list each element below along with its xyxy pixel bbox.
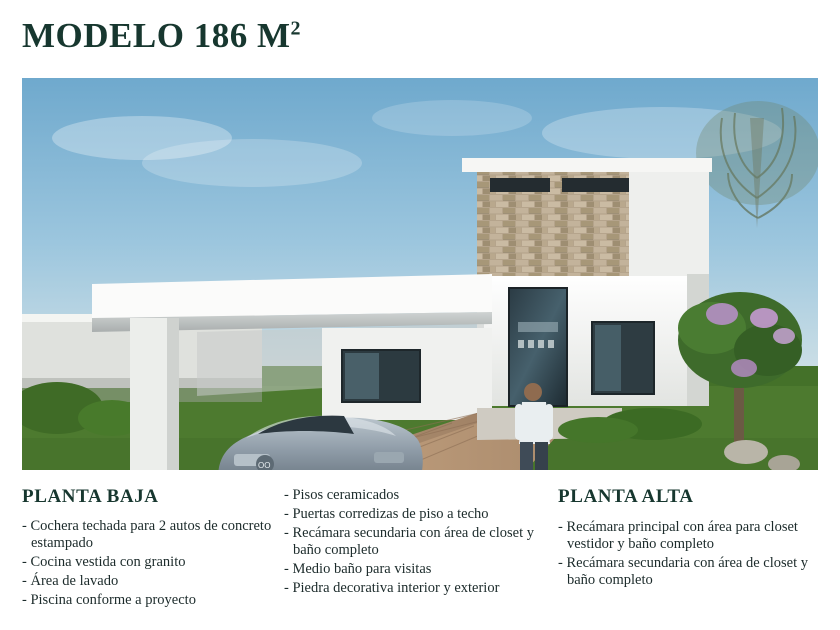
tree-blossom [773, 328, 795, 344]
list-item: - Medio baño para visitas [284, 561, 554, 578]
planta-baja-heading: PLANTA BAJA [22, 486, 159, 507]
planta-baja-list [22, 518, 272, 609]
svg-text:OO: OO [258, 461, 271, 470]
tree-blossom [731, 359, 757, 377]
list-item: - Recámara principal con área para closet vestidor y baño completo [558, 519, 822, 553]
hero-image [22, 78, 818, 470]
features-section [22, 486, 822, 616]
person-pants [520, 442, 533, 470]
middle-column-list [284, 486, 554, 597]
list-item: - Cocina vestida con granito [22, 554, 272, 571]
house-render-illustration [22, 78, 818, 470]
features-column-middle [284, 486, 554, 599]
upper-window-slot [490, 178, 550, 192]
features-column-planta-baja [22, 486, 272, 611]
list-item: - Piscina conforme a proyecto [22, 592, 272, 609]
tree-blossom [706, 303, 738, 325]
page-title-text: MODELO 186 M [22, 16, 291, 55]
tree-blossom [750, 308, 778, 328]
list-item: - Área de lavado [22, 573, 272, 590]
page-title [22, 16, 301, 56]
list-item: - Recámara secundaria con área de closet y baño completo [284, 525, 554, 559]
list-item: - Piedra decorativa interior y exterior [284, 580, 554, 597]
list-item: - Recámara secundaria con área de closet y baño completo [558, 555, 822, 589]
list-item: - Cochera techada para 2 autos de concreto estampado [22, 518, 272, 552]
planta-alta-heading: PLANTA ALTA [558, 486, 694, 507]
garden-rock [724, 440, 768, 464]
list-item: - Puertas corredizas de piso a techo [284, 506, 554, 523]
list-item: - Pisos ceramicados [284, 487, 554, 504]
person-head [524, 383, 542, 401]
features-column-planta-alta [558, 486, 822, 591]
page-title-superscript: 2 [290, 17, 301, 40]
planta-alta-list [558, 518, 822, 589]
